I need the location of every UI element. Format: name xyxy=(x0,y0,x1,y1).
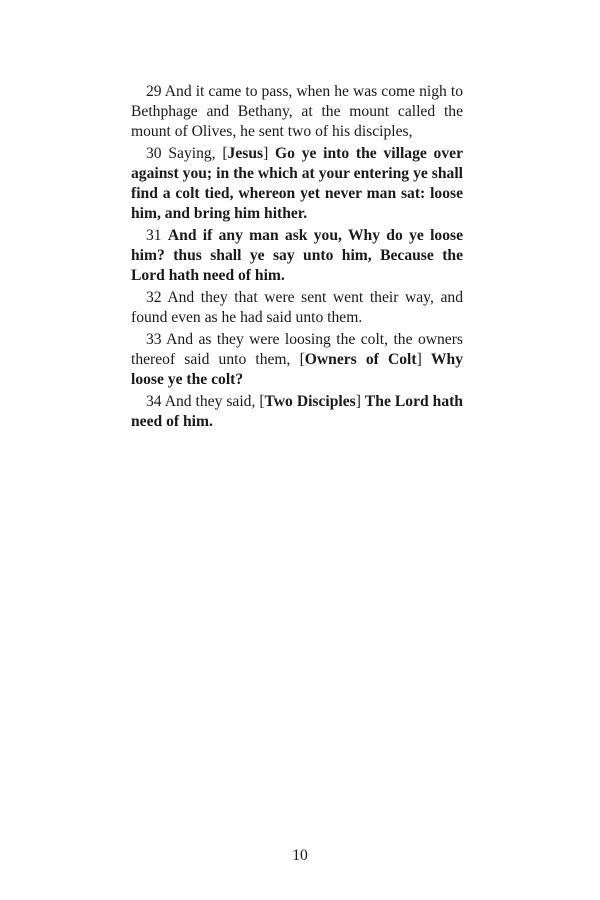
verse-number: 30 xyxy=(146,145,162,162)
verse-30 xyxy=(131,144,463,224)
verse-text: ] xyxy=(355,393,365,410)
verse-text: ] xyxy=(416,351,431,368)
verse-number: 32 xyxy=(146,289,162,306)
verse-text: And it came to pass, when he was come nigh to Bethphage and Bethany, at the mount called the mount of Olives, he sent two of his disciples, xyxy=(131,83,463,140)
verse-29 xyxy=(131,82,463,142)
verse-number: 33 xyxy=(146,331,162,348)
verse-32 xyxy=(131,288,463,328)
verse-31 xyxy=(131,226,463,286)
verse-text: And as they were loosing the colt, the owners thereof said unto them, [ xyxy=(131,331,463,368)
speaker-label: Two Disciples xyxy=(264,393,356,410)
verse-text: And they said, [ xyxy=(161,393,265,410)
scripture-text-block xyxy=(131,82,463,434)
verse-number: 31 xyxy=(146,227,162,244)
spoken-words: Go ye into the village over against you; in the which at your entering ye shall find a colt tied, whereon yet never man sat: loose him, and bring him hither. xyxy=(131,145,463,222)
page-number: 10 xyxy=(292,847,308,864)
spoken-words: The Lord hath need of him. xyxy=(131,393,463,430)
verse-text: Saying, [ xyxy=(161,145,228,162)
speaker-label: Owners of Colt xyxy=(304,351,417,368)
verse-text: And they that were sent went their way, and found even as he had said unto them. xyxy=(131,289,463,326)
spoken-words: Why loose ye the colt? xyxy=(131,351,463,388)
verse-34 xyxy=(131,392,463,432)
verse-number: 29 xyxy=(146,83,162,100)
speaker-label: Jesus xyxy=(227,145,264,162)
verse-number: 34 xyxy=(146,393,162,410)
verse-text: ] xyxy=(263,145,276,162)
verse-33 xyxy=(131,330,463,390)
spoken-words: And if any man ask you, Why do ye loose him? thus shall ye say unto him, Because the Lord hath need of him. xyxy=(131,227,463,284)
